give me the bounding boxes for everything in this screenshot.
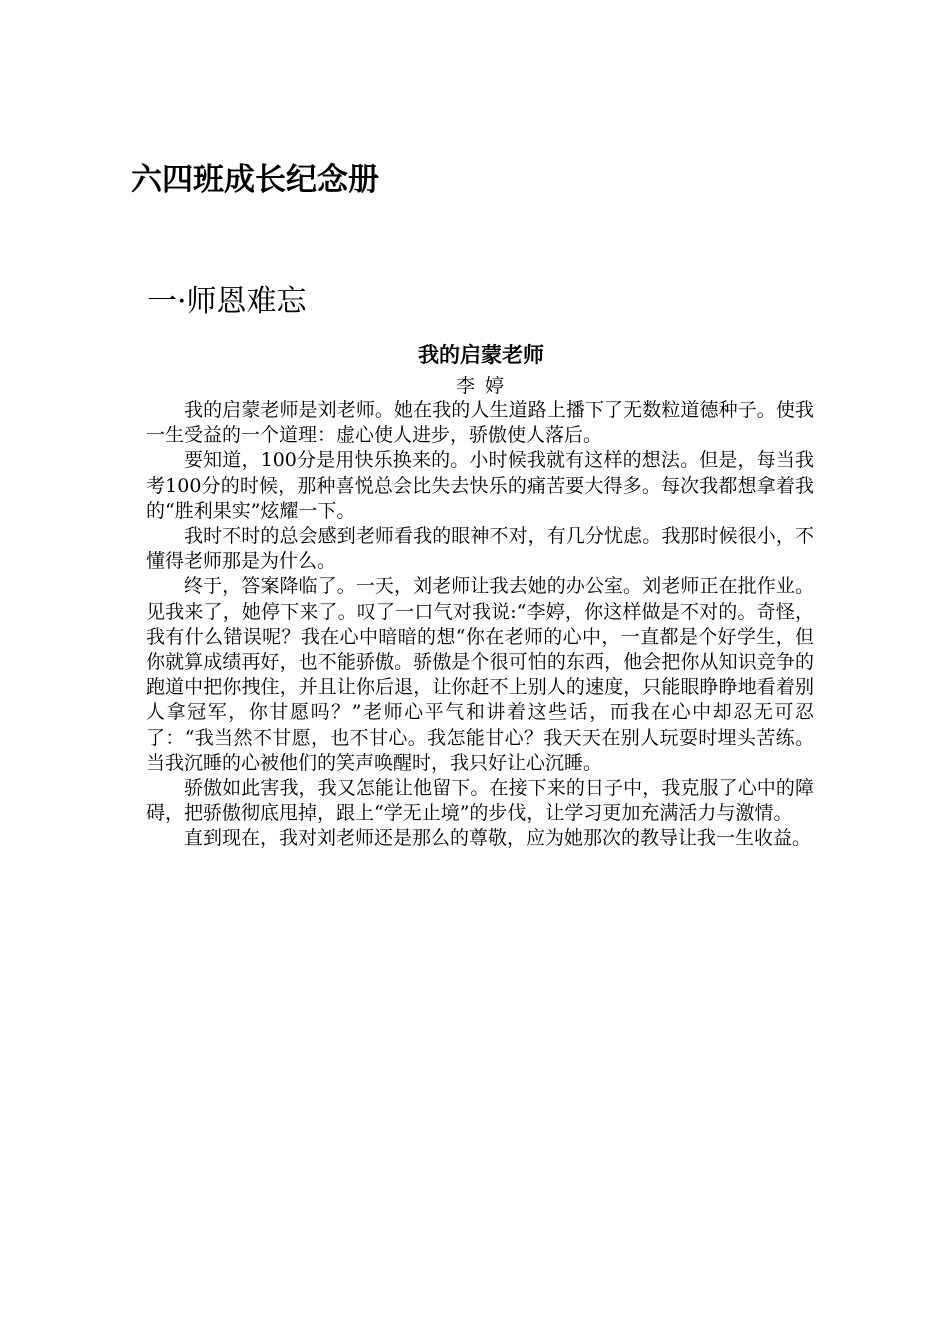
article-paragraph: 骄傲如此害我，我又怎能让他留下。在接下来的日子中，我克服了心中的障碍，把骄傲彻底甩掉，跟上“学无止境”的步伐，让学习更加充满活力与激情。 bbox=[146, 777, 814, 825]
section-title: 一·师恩难忘 bbox=[147, 284, 307, 319]
article-paragraph: 我的启蒙老师是刘老师。她在我的人生道路上播下了无数粒道德种子。使我一生受益的一个道理：虚心使人进步，骄傲使人落后。 bbox=[146, 399, 814, 447]
article-paragraph: 要知道，100分是用快乐换来的。小时候我就有这样的想法。但是，每当我考100分的时候，那种喜悦总会比失去快乐的痛苦要大得多。每次我都想拿着我的“胜利果实”炫耀一下。 bbox=[146, 449, 814, 522]
article-author: 李婷 bbox=[455, 375, 514, 397]
article-title: 我的启蒙老师 bbox=[418, 343, 544, 367]
article bbox=[146, 340, 814, 852]
book-title: 六四班成长纪念册 bbox=[131, 162, 379, 198]
article-paragraph: 直到现在，我对刘老师还是那么的尊敬，应为她那次的教导让我一生收益。 bbox=[184, 827, 812, 850]
article-paragraph: 终于，答案降临了。一天，刘老师让我去她的办公室。刘老师正在批作业。见我来了，她停下来了。叹了一口气对我说:“李婷，你这样做是不对的。奇怪，我有什么错误呢？我在心中暗暗的想“你在老师的心中，一直都是个好学生，但你就算成绩再好，也不能骄傲。骄傲是个很可怕的东西，他会把你从知识竞争的跑道中把你拽住，并且让你后退，让你赶不上别人的速度，只能眼睁睁地看着别人拿冠军，你甘愿吗？”老师心平气和讲着这些话，而我在心中却忍无可忍了：“我当然不甘愿，也不甘心。我怎能甘心？我天天在别人玩耍时埋头苦练。当我沉睡的心被他们的笑声唤醒时，我只好让心沉睡。 bbox=[146, 575, 814, 774]
article-paragraph: 我时不时的总会感到老师看我的眼神不对，有几分忧虑。我那时候很小，不懂得老师那是为什么。 bbox=[146, 525, 814, 573]
